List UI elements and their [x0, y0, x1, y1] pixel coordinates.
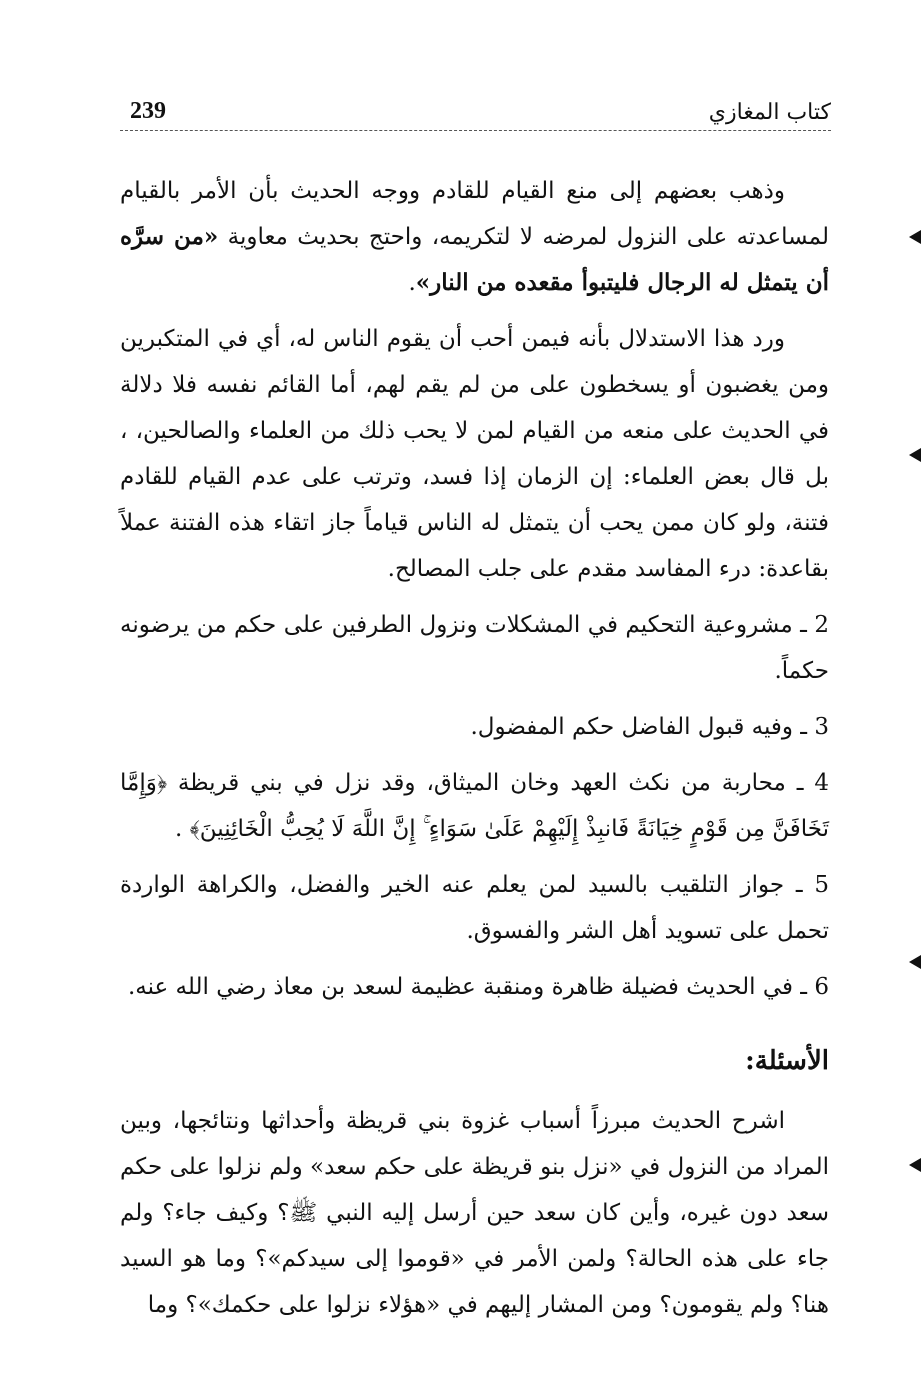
lesson-item-2: 2 ـ مشروعية التحكيم في المشكلات ونزول الطرفين على حكم من يرضونه حكماً.	[120, 612, 829, 684]
lesson-item-6: 6 ـ في الحديث فضيلة ظاهرة ومنقبة عظيمة لسعد بن معاذ رضي الله عنه.	[127, 974, 829, 1000]
paragraph-end: .	[408, 270, 416, 296]
book-title: كتاب المغازي	[708, 100, 831, 125]
margin-marker	[909, 955, 921, 969]
lesson-item-3: 3 ـ وفيه قبول الفاضل حكم المفضول.	[470, 714, 829, 740]
questions-paragraph: اشرح الحديث مبرزاً أسباب غزوة بني قريظة وأحداثها ونتائجها، وبين المراد من النزول في «نزل بنو قريظة على حكم سعد» ولم نزلوا على حكم سعد دون غيره، وأين كان سعد حين أرسل إليه النبي ﷺ؟ وكيف جاء؟ ولم جاء على هذه الحالة؟ ولمن الأمر في «قوموا إلى سيدكم»؟ وما هو السيد هنا؟ ولم يقومون؟ ومن المشار إليهم في «هؤلاء نزلوا على حكمك»؟ وما	[120, 1108, 829, 1318]
margin-marker	[909, 448, 921, 462]
paragraph-text: وذهب بعضهم إلى منع القيام للقادم ووجه الحديث بأن الأمر بالقيام لمساعدته على النزول لمرضه لا لتكريمه، واحتج بحديث معاوية	[120, 178, 829, 250]
questions-heading: الأسئلة:	[745, 1046, 829, 1076]
paragraph-standing-objection	[120, 168, 829, 306]
page-body	[120, 168, 829, 1338]
paragraph-rebuttal: ورد هذا الاستدلال بأنه فيمن أحب أن يقوم الناس له، أي في المتكبرين ومن يغضبون أو يسخطون على من لم يقم لهم، أما القائم نفسه فلا دلالة في الحديث على منعه من القيام لمن لا يحب ذلك من العلماء والصالحين، ، بل قال بعض العلماء: إن الزمان إذا فسد، وترتب على عدم القيام للقادم فتنة، ولو كان ممن يحب أن يتمثل له الناس قياماً جاز اتقاء هذه الفتنة عملاً بقاعدة: درء المفاسد مقدم على جلب المصالح.	[120, 326, 829, 582]
lesson-item-5: 5 ـ جواز التلقيب بالسيد لمن يعلم عنه الخير والفضل، والكراهة الواردة تحمل على تسويد أهل الشر والفسوق.	[120, 872, 829, 944]
margin-marker	[909, 230, 921, 244]
margin-marker	[909, 1158, 921, 1172]
page-header	[120, 96, 831, 131]
lesson-item-4: 4 ـ محاربة من نكث العهد وخان الميثاق، وقد نزل في بني قريظة ﴿وَإِمَّا تَخَافَنَّ مِن قَوْمٍ خِيَانَةً فَانبِذْ إِلَيْهِمْ عَلَىٰ سَوَاءٍ ۚ إِنَّ اللَّهَ لَا يُحِبُّ الْخَائِنِينَ﴾ .	[120, 770, 829, 842]
page-number: 239	[130, 98, 166, 124]
hadith-quote: «من سرَّه أن يتمثل له الرجال فليتبوأ مقعده من النار»	[120, 223, 829, 296]
